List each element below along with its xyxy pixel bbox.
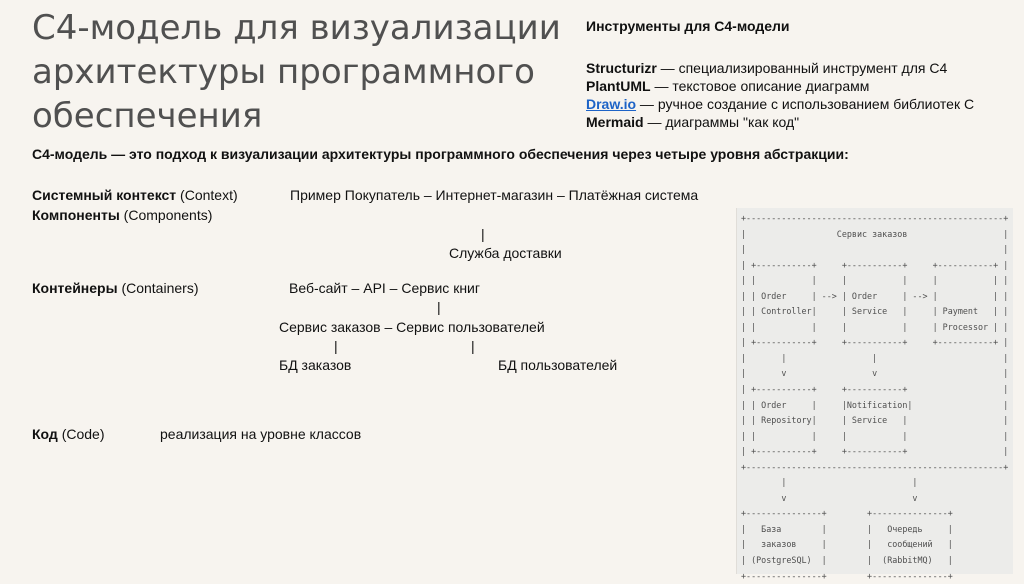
tool-desc-drawio: — ручное создание с использованием библиотек С (636, 96, 975, 112)
context-level (32, 186, 238, 204)
users-db-label: БД пользователей (498, 357, 618, 373)
tool-desc-plantuml: — текстовое описание диаграмм (650, 78, 870, 94)
code-label-bold: Код (32, 426, 58, 442)
orders-db-label: БД заказов (279, 357, 352, 373)
tool-row-drawio (586, 95, 1016, 113)
containers-label-normal: (Containers) (117, 280, 199, 296)
containers-level (32, 279, 198, 297)
tool-name-plantuml: PlantUML (586, 78, 651, 94)
tool-desc-mermaid: — диаграммы "как код" (643, 114, 800, 130)
context-example: Пример Покупатель – Интернет-магазин – Платёжная система (290, 187, 699, 203)
tool-desc-structurizr: — специализированный инструмент для C4 (656, 60, 948, 76)
tool-row-structurizr (586, 59, 1016, 77)
containers-connector-1: | (437, 299, 441, 315)
tool-row-plantuml (586, 77, 1016, 95)
context-label-bold: Системный контекст (32, 187, 177, 203)
ascii-diagram-text: +---------------------------------------------------+ | Сервис заказов | | | | +-----------+ +-----------+ +-----------+ | | | | | | | | | | | Order | --> | Order | --> | | | | | Controller| | Service | | Payment | | | | | | | | Processor | | | +-----------+ +-----------+ +-----------+ | | | | | | v v | | +-----------+ +-----------+ | | | Order | |Notification| | | | Repository| | Service | | | | | | | | | +-----------+ +-----------+ | +---------------------------------------------------+ | | v v +---------------+ +---------------+ | База | | Очередь | | заказов | | сообщений | | (PostgreSQL) | | (RabbitMQ) | +---------------+ +---------------+ (741, 213, 1009, 581)
components-label-normal: (Components) (119, 207, 213, 223)
tool-name-mermaid: Mermaid (586, 114, 644, 130)
tool-row-mermaid (586, 113, 1016, 131)
containers-line-1: Веб-сайт – API – Сервис книг (289, 280, 480, 296)
tools-heading: Инструменты для С4-модели (586, 18, 790, 34)
code-example: реализация на уровне классов (160, 426, 362, 442)
containers-connector-right: | (471, 338, 475, 354)
components-level (32, 206, 212, 224)
code-label-normal: (Code) (57, 426, 105, 442)
containers-label-bold: Контейнеры (32, 280, 118, 296)
tool-name-structurizr: Structurizr (586, 60, 657, 76)
ascii-architecture-diagram (736, 208, 1013, 581)
components-example: Служба доставки (449, 245, 562, 261)
drawio-link[interactable]: Draw.io (586, 96, 637, 112)
slide-title: С4-модель для визуализации архитектуры программного обеспечения (32, 8, 561, 136)
tools-panel (586, 17, 1016, 131)
intro-text: С4-модель — это подход к визуализации архитектуры программного обеспечения через четыре уровня абстракции: (32, 146, 849, 162)
components-connector: | (481, 226, 485, 242)
containers-connector-left: | (334, 338, 338, 354)
components-label-bold: Компоненты (32, 207, 120, 223)
containers-line-2: Сервис заказов – Сервис пользователей (279, 319, 545, 335)
code-level (32, 425, 105, 443)
context-label-normal: (Context) (176, 187, 238, 203)
